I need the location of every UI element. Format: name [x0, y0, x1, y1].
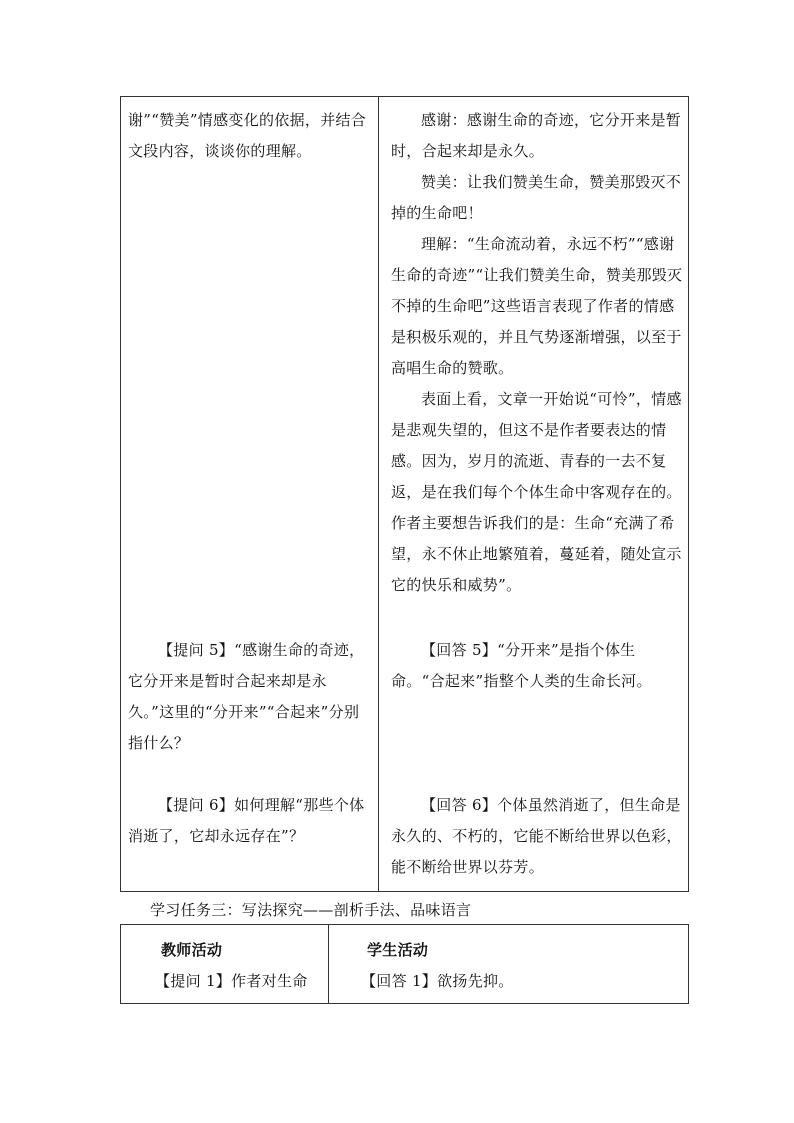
task-table	[120, 924, 689, 1004]
student-cell-1	[391, 105, 683, 601]
teacher-cell-2	[128, 635, 372, 759]
column-divider	[378, 97, 379, 891]
answer-thanks: 感谢：感谢生命的奇迹，它分开来是暂时，合起来却是永久。	[391, 111, 682, 160]
task-title: 学习任务三：写法探究——剖析手法、品味语言	[150, 901, 472, 919]
answer-praise: 赞美：让我们赞美生命，赞美那毁灭不掉的生命吧！	[391, 173, 682, 222]
teacher-question-1: 【提问 1】作者对生命	[155, 972, 308, 990]
student-activity-header: 学生活动	[367, 941, 429, 959]
student-answer-1: 【回答 1】欲扬先抑。	[361, 972, 514, 990]
student-activity-cell	[345, 935, 675, 997]
teacher-activity-header: 教师活动	[161, 941, 223, 959]
answer-6: 【回答 6】个体虽然消逝了，但生命是永久的、不朽的，它能不断给世界以色彩，能不断给世界以芬芳。	[391, 796, 682, 876]
question-5: 【提问 5】“感谢生命的奇迹，它分开来是暂时合起来却是永久。”这里的“分开来”“合起来”分别指什么？	[128, 641, 365, 752]
student-cell-3	[391, 790, 683, 883]
question-continuation: 谢”“赞美”情感变化的依据，并结合文段内容，谈谈你的理解。	[128, 111, 367, 160]
lesson-table	[120, 96, 689, 892]
answer-understanding: 理解：“生命流动着，永远不朽”“感谢生命的奇迹”“让我们赞美生命，赞美那毁灭不掉的生命吧”这些语言表现了作者的情感是积极乐观的，并且气势逐渐增强，以至于高唱生命的赞歌。	[391, 235, 683, 377]
answer-5: 【回答 5】“分开来”是指个体生命。“合起来”指整个人类的生命长河。	[391, 641, 652, 690]
answer-surface: 表面上看，文章一开始说“可怜”，情感是悲观失望的，但这不是作者要表达的情感。因为，岁月的流逝、青春的一去不复返，是在我们每个个体生命中客观存在的。作者主要想告诉我们的是：生命“充满了希望，永不休止地繁殖着，蔓延着，随处宣示它的快乐和威势”。	[391, 390, 682, 594]
student-cell-2	[391, 635, 683, 697]
column-divider	[328, 925, 329, 1003]
question-6: 【提问 6】如何理解“那些个体消逝了，它却永远存在”？	[128, 796, 365, 845]
teacher-cell-3	[128, 790, 372, 852]
teacher-activity-cell	[133, 935, 323, 997]
teacher-cell-1	[128, 105, 372, 167]
